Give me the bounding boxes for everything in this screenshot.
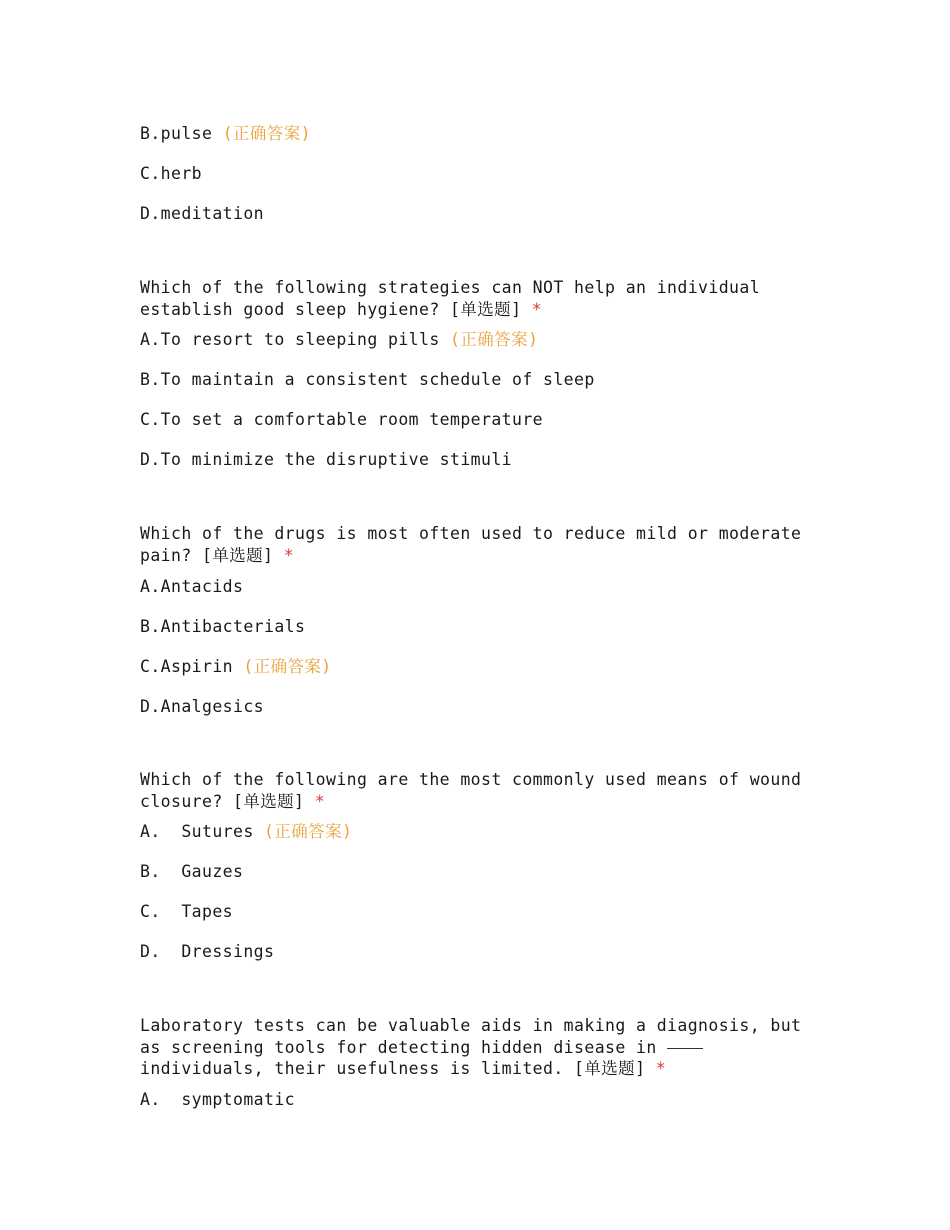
fill-blank-line (667, 1048, 703, 1049)
question-block (140, 277, 820, 489)
option-item: C.To set a comfortable room temperature (140, 410, 544, 429)
option-item: B.pulse (正确答案) (140, 124, 311, 143)
question-text: Which of the following are the most commonly used means of wound closure? [单选题] * (140, 770, 802, 811)
question-block (140, 1015, 820, 1129)
required-mark: * (531, 299, 543, 319)
option-item: D. Dressings (140, 942, 275, 961)
partial-question-options (140, 123, 820, 243)
option-item: B.To maintain a consistent schedule of sleep (140, 370, 595, 389)
option-item: C.Aspirin (正确答案) (140, 657, 332, 676)
required-mark: * (655, 1059, 667, 1078)
correct-answer-label: (正确答案) (222, 124, 311, 143)
option-item: A. Sutures (正确答案) (140, 822, 353, 841)
option-item: B.Antibacterials (140, 617, 306, 636)
correct-answer-label: (正确答案) (243, 657, 332, 676)
option-item: A. symptomatic (140, 1089, 296, 1109)
correct-answer-label: (正确答案) (450, 330, 539, 349)
question-block (140, 523, 820, 736)
question-text: Which of the drugs is most often used to reduce mild or moderate pain? [单选题] * (140, 524, 802, 565)
option-item: B. Gauzes (140, 862, 244, 881)
option-item: C.herb (140, 164, 203, 183)
required-mark: * (283, 545, 295, 565)
single-choice-tag: [单选题] (574, 1059, 646, 1078)
option-item: A.Antacids (140, 577, 244, 596)
option-item: C. Tapes (140, 902, 234, 921)
question-block (140, 769, 820, 981)
correct-answer-label: (正确答案) (264, 822, 353, 841)
option-item: D.meditation (140, 204, 265, 223)
option-item: A.To resort to sleeping pills (正确答案) (140, 330, 539, 349)
question-text: Laboratory tests can be valuable aids in making a diagnosis, but as screening tools for detecting hidden disease in individuals, their usefulness is limited. [单选题] * (140, 1016, 802, 1078)
question-text: Which of the following strategies can NOT help an individual establish good sleep hygiene? [单选题] * (140, 278, 761, 319)
single-choice-tag: [单选题] (450, 299, 522, 319)
option-item: D.Analgesics (140, 697, 265, 716)
required-mark: * (314, 791, 326, 811)
single-choice-tag: [单选题] (233, 791, 305, 811)
option-item: D.To minimize the disruptive stimuli (140, 450, 513, 469)
single-choice-tag: [单选题] (202, 545, 274, 565)
